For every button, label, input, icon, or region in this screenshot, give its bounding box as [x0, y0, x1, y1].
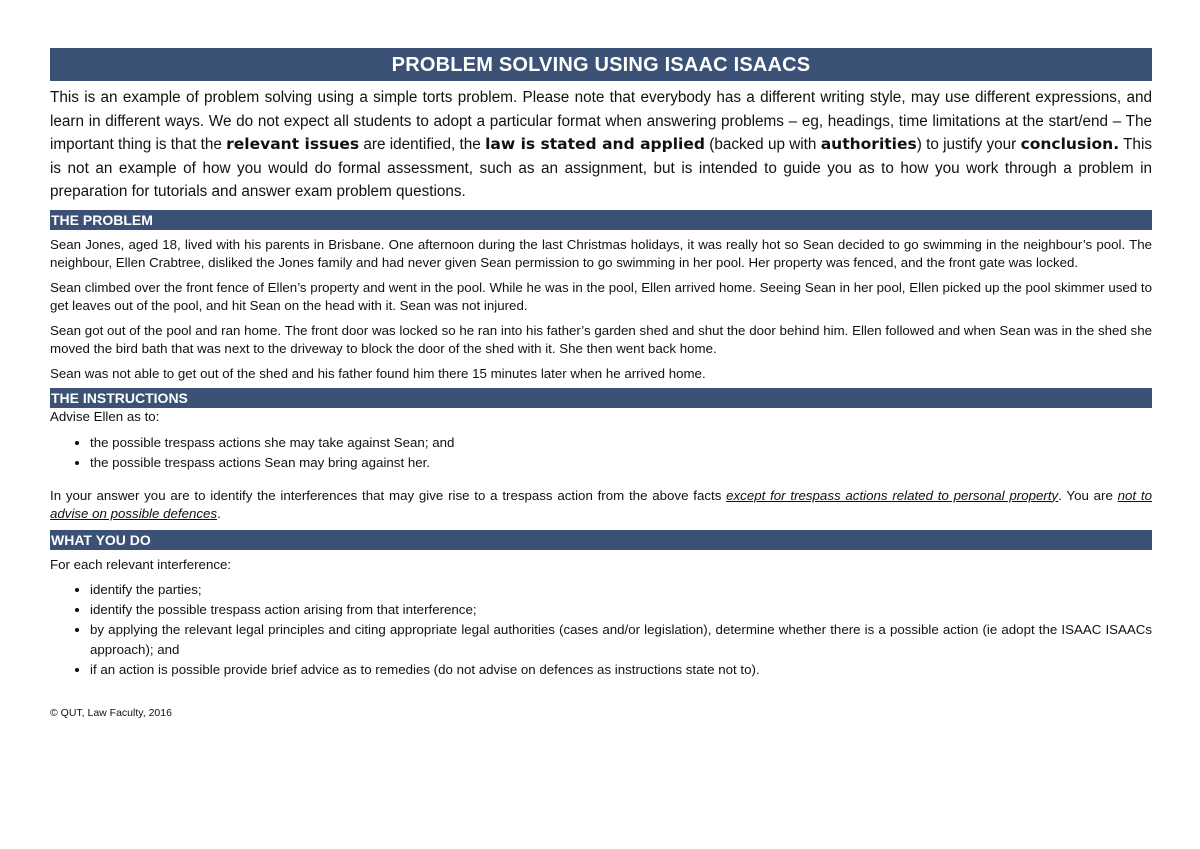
list-item: • identify the parties; [90, 580, 1152, 600]
instructions-text-3: . [217, 506, 221, 521]
section-heading-problem: THE PROBLEM [50, 210, 1152, 230]
instructions-list [50, 433, 1152, 473]
problem-paragraph: Sean climbed over the front fence of Ellen’s property and went in the pool. While he was in the pool, Ellen arrived home. Seeing Sean in her pool, Ellen picked up the pool skimmer used to get leaves out of the pool, and hit Sean on the head with it. Sean was not injured. [50, 279, 1152, 313]
intro-text-4: ) to justify your [916, 136, 1021, 153]
instructions-lead: Advise Ellen as to: [50, 409, 160, 424]
list-item: • the possible trespass actions she may take against Sean; and [90, 433, 1152, 453]
instructions-paragraph [50, 487, 1152, 524]
list-item: • identify the possible trespass action arising from that interference; [90, 600, 1152, 620]
emphasis-conclusion: conclusion. [1020, 135, 1120, 153]
section-heading-what-you-do: WHAT YOU DO [50, 530, 1152, 550]
problem-paragraph: Sean was not able to get out of the shed and his father found him there 15 minutes later when he arrived home. [50, 365, 706, 381]
document-page [50, 48, 1152, 719]
emphasis-authorities: authorities [820, 135, 917, 153]
intro-text-1: This is an example of problem solving using a simple torts problem. Please note that everybody has a different writing style, may use different expressions, and learn in different ways. We do not expect all students to adopt a particular format when answering problems – eg, headings, time limitations at the start/end – The important thing is that the [50, 89, 1152, 153]
page-title: PROBLEM SOLVING USING ISAAC ISAACS [50, 48, 1152, 81]
instructions-underline-2: not to advise on possible defences [50, 487, 1152, 521]
what-you-do-list [50, 580, 1152, 680]
list-item: • if an action is possible provide brief advice as to remedies (do not advise on defences as instructions state not to). [90, 660, 1152, 680]
instructions-text-2: . You are [1058, 487, 1118, 503]
intro-text-3: (backed up with [704, 136, 821, 153]
copyright-footer: © QUT, Law Faculty, 2016 [50, 707, 172, 719]
instructions-text-1: In your answer you are to identify the interferences that may give rise to a trespass action from the above facts [50, 487, 727, 503]
section-heading-instructions: THE INSTRUCTIONS [50, 388, 1152, 408]
instructions-underline-1: except for trespass actions related to personal property [726, 487, 1059, 503]
intro-text-5: This is not an example of how you would do formal assessment, such as an assignment, but is intended to guide you as to how you work through a problem in preparation for tutorials and answer exam problem questions. [50, 136, 1152, 200]
emphasis-relevant-issues: relevant issues [226, 135, 360, 153]
problem-paragraph: Sean got out of the pool and ran home. The front door was locked so he ran into his father’s garden shed and shut the door behind him. Ellen followed and when Sean was in the shed she moved the bird bath that was next to the driveway to block the door of the shed with it. She then went back home. [50, 322, 1152, 356]
what-you-do-lead: For each relevant interference: [50, 556, 232, 572]
list-item: • by applying the relevant legal principles and citing appropriate legal authorities (cases and/or legislation), determine whether there is a possible action (ie adopt the ISAAC ISAACs approach); and [90, 620, 1152, 660]
list-item: • the possible trespass actions Sean may bring against her. [90, 453, 1152, 473]
problem-paragraph: Sean Jones, aged 18, lived with his parents in Brisbane. One afternoon during the last Christmas holidays, it was really hot so Sean decided to go swimming in the neighbour’s pool. The neighbour, Ellen Crabtree, disliked the Jones family and had never given Sean permission to go swimming in her pool. Her property was fenced, and the front gate was locked. [50, 236, 1152, 270]
intro-paragraph [50, 86, 1152, 204]
intro-text-2: are identified, the [359, 136, 486, 153]
emphasis-law-stated: law is stated and applied [485, 135, 705, 153]
